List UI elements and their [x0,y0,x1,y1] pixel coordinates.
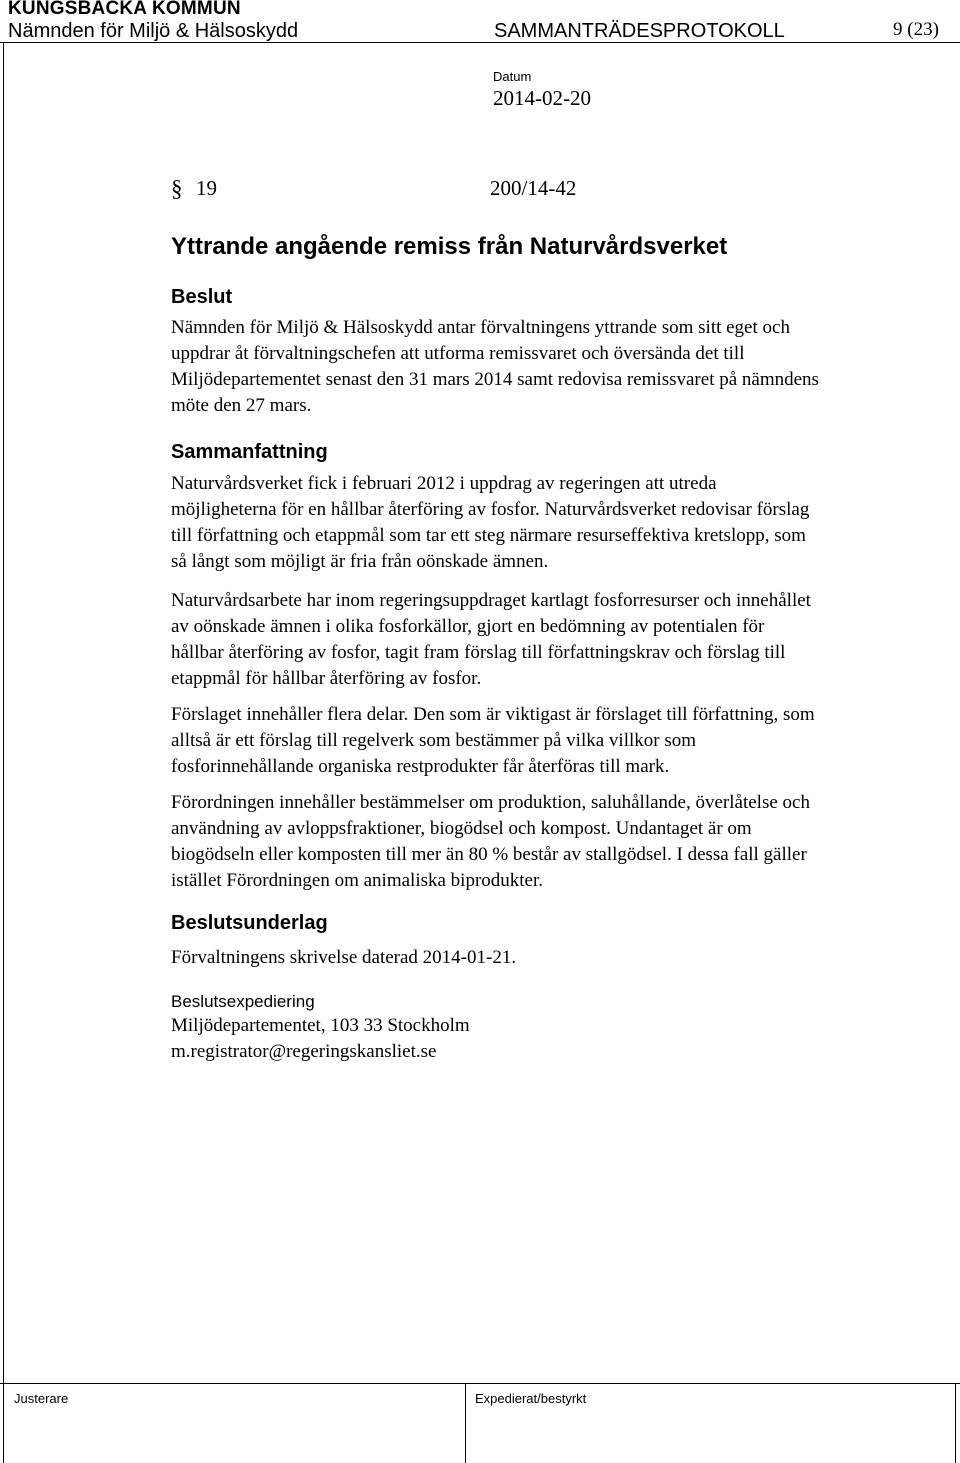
margin-rule [3,42,4,1383]
summary-paragraph-3 [171,702,931,780]
beslutsunderlag-line: Förvaltningens skrivelse daterad 2014-01-21. [171,947,517,968]
summary-line: Naturvårdsarbete har inom regeringsuppdraget kartlagt fosforresurser och innehållet [171,590,811,611]
summary-line: så långt som möjligt är fria från oönskade ämnen. [171,551,549,572]
summary-line: biogödseln eller komposten till mer än 80 % består av stallgödsel. I dessa fall gäller [171,844,807,865]
beslutsunderlag-heading: Beslutsunderlag [171,912,328,934]
summary-paragraph-2 [171,588,931,692]
summary-paragraph-4 [171,790,931,894]
beslut-line: Miljödepartementet senast den 31 mars 2014 samt redovisa remissvaret på nämndens [171,369,819,390]
meeting-date: 2014-02-20 [493,86,591,110]
summary-line: etappmål för hållbar återföring av fosfor. [171,668,482,689]
beslut-text [171,315,931,419]
summary-paragraph-1 [171,471,931,575]
paragraph-symbol: § [171,176,183,201]
summary-line: Förslaget innehåller flera delar. Den som är viktigast är förslaget till författning, som [171,704,815,725]
beslut-line: möte den 27 mars. [171,395,312,416]
expedierat-label: Expedierat/bestyrkt [475,1391,587,1406]
summary-line: alltså är ett förslag till regelverk som bestämmer på vilka villkor som [171,730,696,751]
section-title: Yttrande angående remiss från Naturvårdsverket [171,233,728,260]
recipient-address: Miljödepartementet, 103 33 Stockholm [171,1015,470,1036]
organization-name: KUNGSBACKA KOMMUN [8,0,241,19]
beslut-line: uppdrar åt förvaltningschefen att utforma remissvaret och översända det till [171,343,745,364]
footer-divider [465,1383,466,1463]
beslutsexpediering-heading: Beslutsexpediering [171,992,315,1011]
footer-right-rule [955,1383,956,1463]
footer-left-rule [3,1383,4,1463]
summary-line: av oönskade ämnen i olika fosforkällor, gjort en bedömning av potentialen för [171,616,765,637]
summary-line: Förordningen innehåller bestämmelser om produktion, saluhållande, överlåtelse och [171,792,810,813]
summary-line: fosforinnehållande organiska restprodukter får återföras till mark. [171,756,670,777]
sammanfattning-heading: Sammanfattning [171,441,328,463]
document-type: SAMMANTRÄDESPROTOKOLL [494,20,785,42]
paragraph-number: 19 [196,176,217,200]
date-label: Datum [493,69,532,84]
recipient-email: m.registrator@regeringskansliet.se [171,1041,437,1062]
page-number: 9 (23) [893,19,939,40]
summary-line: hållbar återföring av fosfor, tagit fram förslag till författningskrav och förslag till [171,642,786,663]
footer-rule [0,1383,960,1384]
summary-line: användning av avloppsfraktioner, biogödsel och kompost. Undantaget är om [171,818,752,839]
beslut-heading: Beslut [171,286,233,308]
summary-line: möjligheterna för en hållbar återföring av fosfor. Naturvårdsverket redovisar förslag [171,499,810,520]
justerare-label: Justerare [14,1391,69,1406]
summary-line: istället Förordningen om animaliska biprodukter. [171,870,544,891]
case-number: 200/14-42 [490,176,577,200]
summary-line: till författning och etappmål som tar ett steg närmare resurseffektiva kretslopp, som [171,525,806,546]
beslut-line: Nämnden för Miljö & Hälsoskydd antar förvaltningens yttrande som sitt eget och [171,317,790,338]
board-name: Nämnden för Miljö & Hälsoskydd [8,20,299,42]
beslutsexpediering-recipients [171,1013,931,1065]
summary-line: Naturvårdsverket fick i februari 2012 i uppdrag av regeringen att utreda [171,473,717,494]
beslutsunderlag-text [171,945,931,971]
